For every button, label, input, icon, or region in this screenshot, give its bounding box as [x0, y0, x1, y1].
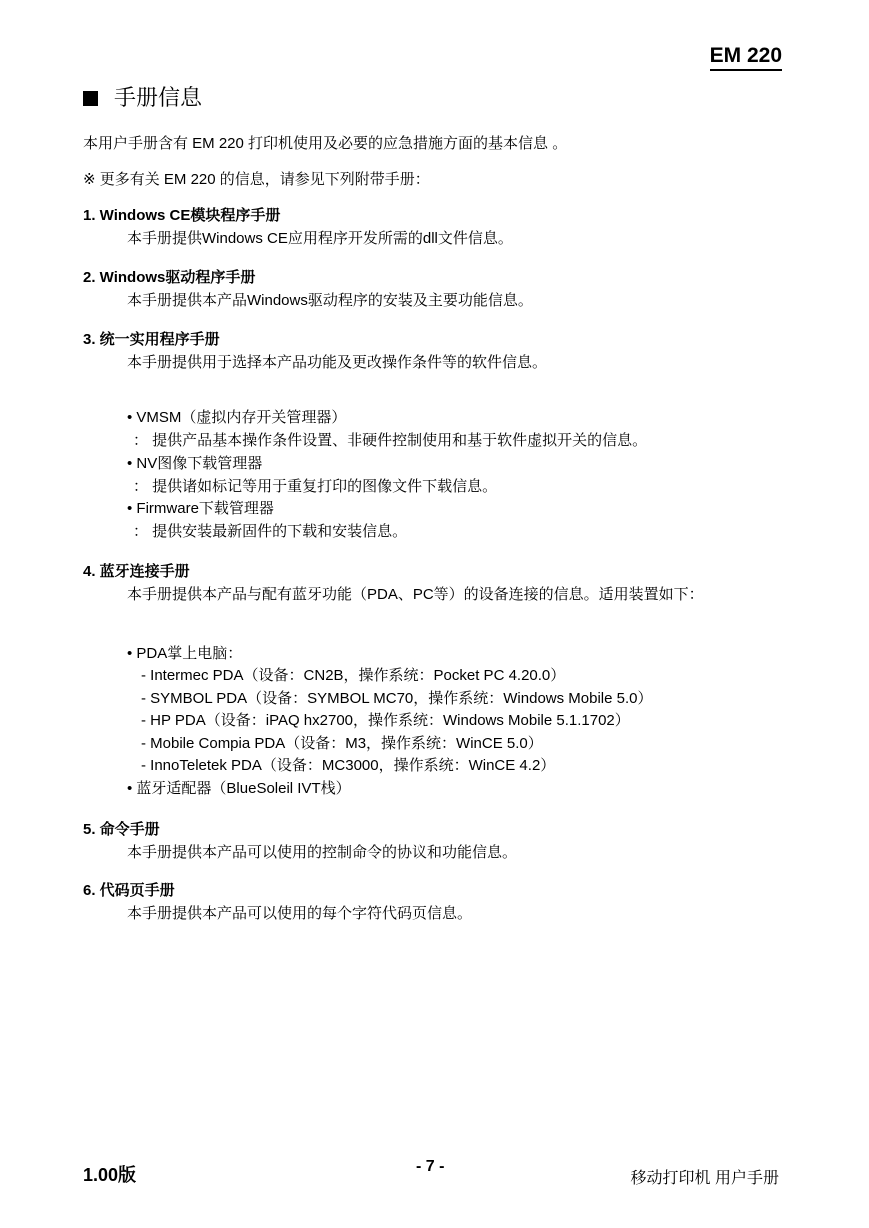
manual-desc-2: 本手册提供本产品Windows驱动程序的安装及主要功能信息。: [127, 292, 533, 309]
pda-device: - HP PDA（设备：iPAQ hx2700，操作系统：Windows Mobile 5.1.1702）: [141, 712, 630, 729]
manual-title-3: 3. 统一实用程序手册: [83, 331, 220, 348]
footer-title: 移动打印机 用户手册: [630, 1170, 779, 1187]
manual-desc-5: 本手册提供本产品可以使用的控制命令的协议和功能信息。: [127, 844, 518, 861]
pda-device: - Mobile Compia PDA（设备：M3，操作系统：WinCE 5.0）: [141, 735, 543, 752]
utility-name: • NV图像下载管理器: [127, 455, 263, 472]
utility-name: • Firmware下载管理器: [127, 500, 274, 517]
manual-title-6: 6. 代码页手册: [83, 882, 175, 899]
intro-line-1: 本用户手册含有 EM 220 打印机使用及必要的应急措施方面的基本信息 。: [83, 135, 568, 152]
manual-title-5: 5. 命令手册: [83, 821, 160, 838]
pda-device: - Intermec PDA（设备：CN2B，操作系统：Pocket PC 4.20.0）: [141, 667, 566, 684]
footer-version: 1.00版: [83, 1165, 137, 1185]
manual-title-4: 4. 蓝牙连接手册: [83, 563, 190, 580]
pda-heading: • PDA掌上电脑：: [127, 645, 243, 662]
utility-desc: ： 提供诸如标记等用于重复打印的图像文件下载信息。: [133, 478, 498, 495]
footer-page-number: - 7 -: [416, 1158, 445, 1175]
model-header: EM 220: [710, 44, 782, 71]
section-title: [83, 84, 202, 112]
utility-desc: ： 提供产品基本操作条件设置、非硬件控制使用和基于软件虚拟开关的信息。: [133, 432, 648, 449]
square-bullet-icon: [83, 91, 98, 106]
pda-device: - InnoTeletek PDA（设备：MC3000，操作系统：WinCE 4.2）: [141, 757, 556, 774]
manual-desc-3: 本手册提供用于选择本产品功能及更改操作条件等的软件信息。: [127, 354, 548, 371]
section-title-text: 手册信息: [114, 85, 203, 110]
bluetooth-adapter: • 蓝牙适配器（BlueSoleil IVT栈）: [127, 780, 351, 797]
manual-desc-1: 本手册提供Windows CE应用程序开发所需的dll文件信息。: [127, 230, 513, 247]
manual-desc-4: 本手册提供本产品与配有蓝牙功能（PDA、PC等）的设备连接的信息。适用装置如下：: [127, 586, 704, 603]
manual-title-1: 1. Windows CE模块程序手册: [83, 207, 281, 224]
manual-title-2: 2. Windows驱动程序手册: [83, 269, 256, 286]
utility-desc: ： 提供安装最新固件的下载和安装信息。: [133, 523, 408, 540]
pda-device: - SYMBOL PDA（设备：SYMBOL MC70，操作系统：Windows Mobile 5.0）: [141, 690, 653, 707]
intro-line-2: ※ 更多有关 EM 220 的信息，请参见下列附带手册：: [83, 171, 430, 188]
manual-desc-6: 本手册提供本产品可以使用的每个字符代码页信息。: [127, 905, 473, 922]
utility-name: • VMSM（虚拟内存开关管理器）: [127, 409, 347, 426]
